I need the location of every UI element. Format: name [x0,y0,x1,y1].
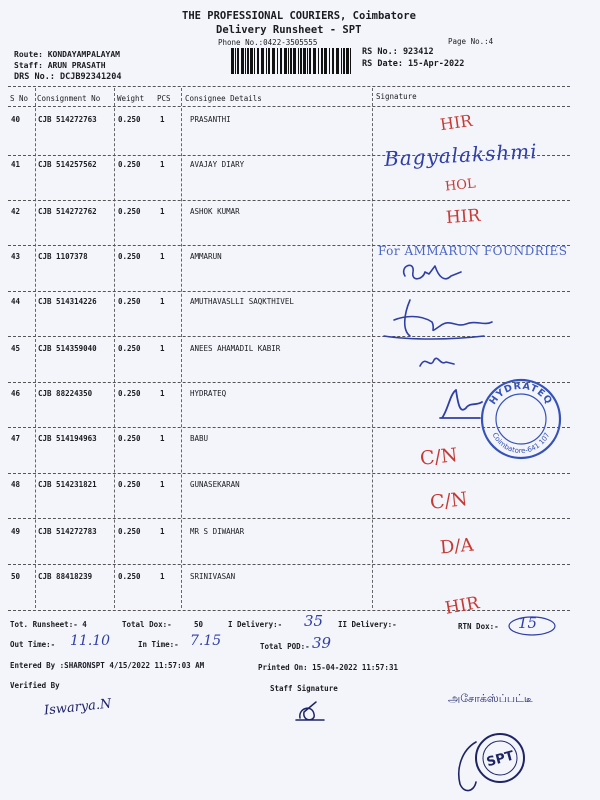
handwritten-hir: HIR [438,110,474,135]
row-divider [8,518,570,519]
circle-mark [506,614,558,638]
in-time-value: 7.15 [190,633,222,649]
table-rule-bottom [8,610,570,611]
row-consignee: ASHOK KUMAR [190,207,240,216]
col-separator [372,88,373,608]
col-signature: Signature [376,92,417,101]
barcode-bar [288,48,289,74]
row-consignee: HYDRATEQ [190,389,227,398]
row-consignee: ANEES AHAMADIL KABIR [190,344,281,353]
barcode-bar [290,48,292,74]
barcode-bar [280,48,282,74]
signature-scribble [398,266,458,288]
row-sno: 49 [11,527,21,536]
row-weight: 0.250 [118,480,141,489]
row-consignee: PRASANTHI [190,115,231,124]
barcode-bar [324,48,327,74]
row-pcs: 1 [160,344,165,353]
signature-scribble [446,738,486,798]
verifier-signature: Iswarya.N [43,696,113,719]
company-name: THE PROFESSIONAL COURIERS, Coimbatore [182,10,416,22]
barcode-bar [336,48,339,74]
barcode-bar [298,48,299,74]
handwritten-cn: C/N [418,444,459,470]
page-number: Page No.:4 [448,37,494,46]
row-consignment: CJB 514272763 [38,115,97,124]
staff-signature-label: Staff Signature [270,684,338,693]
printed-on: Printed On: 15-04-2022 11:57:31 [258,663,398,672]
row-consignment: CJB 514272762 [38,207,97,216]
barcode-bar [309,48,311,74]
row-consignment: CJB 514272783 [38,527,97,536]
row-weight: 0.250 [118,389,141,398]
row-consignee: AMMARUN [190,252,222,261]
barcode-bar [346,48,349,74]
row-consignee: MR S DIWAHAR [190,527,245,536]
ii-delivery-label: II Delivery:- [338,620,397,629]
row-sno: 40 [11,115,21,124]
row-weight: 0.250 [118,572,141,581]
row-consignment: CJB 88224350 [38,389,93,398]
total-dox-label: Total Dox:- [122,620,172,629]
tamil-signature: அசோக்ஸ்ப்பட்டீ [448,692,533,705]
row-consignment: CJB 88418239 [38,572,93,581]
header-rule-bottom [8,106,570,107]
out-time-label: Out Time:- [10,640,56,649]
row-consignment: CJB 514359040 [38,344,97,353]
barcode-bar [329,48,330,74]
row-sno: 50 [11,572,21,581]
row-weight: 0.250 [118,160,141,169]
handwritten-cn: C/N [428,488,469,514]
barcode-bar [272,48,275,74]
barcode-bar [231,48,234,74]
barcode-bar [268,48,270,74]
barcode-bar [350,48,351,74]
header-rule-top [8,86,570,87]
row-consignment: CJB 514194963 [38,434,97,443]
route: Route: KONDAYAMPALAYAM [14,50,120,59]
barcode-bar [318,48,319,74]
row-pcs: 1 [160,207,165,216]
total-dox-value: 50 [194,620,204,629]
barcode-bar [235,48,236,74]
row-consignee: GUNASEKARAN [190,480,240,489]
document-title: Delivery Runsheet - SPT [216,24,362,36]
row-consignee: BABU [190,434,209,443]
row-sno: 44 [11,297,21,306]
rtn-dox-label: RTN Dox:- [458,622,499,631]
row-consignee: AVAJAY DIARY [190,160,245,169]
col-separator [35,88,36,608]
row-pcs: 1 [160,297,165,306]
row-weight: 0.250 [118,527,141,536]
seal-bottom-text: Coimbatore-641 107 [490,431,552,456]
row-divider [8,200,570,201]
signature-scribble [380,296,500,346]
barcode-bar [321,48,323,74]
verified-by-label: Verified By [10,681,60,690]
barcode-bar [307,48,308,74]
row-pcs: 1 [160,389,165,398]
barcode-bar [257,48,259,74]
i-delivery-label: I Delivery:- [228,620,283,629]
row-consignee: AMUTHAVASLLI SAQKTHIVEL [190,297,294,306]
entered-by: Entered By :SHARONSPT 4/15/2022 11:57:03 AM [10,661,205,670]
row-pcs: 1 [160,572,165,581]
handwritten-hol: HOL [444,176,477,195]
barcode-bar [284,48,287,74]
row-sno: 43 [11,252,21,261]
row-sno: 46 [11,389,21,398]
row-weight: 0.250 [118,207,141,216]
drs-number: DRS No.: DCJB92341204 [14,72,122,82]
rtn-dox-value: 15 [518,614,538,632]
i-delivery-value: 35 [304,612,324,630]
row-divider [8,564,570,565]
row-consignee: SRINIVASAN [190,572,236,581]
row-pcs: 1 [160,434,165,443]
barcode-bar [343,48,345,74]
row-pcs: 1 [160,480,165,489]
col-separator [114,88,115,608]
barcode-bar [266,48,267,74]
signature-scribble [418,350,458,372]
row-weight: 0.250 [118,344,141,353]
barcode-bar [332,48,334,74]
row-pcs: 1 [160,160,165,169]
rs-number: RS No.: 923412 [362,47,434,57]
row-weight: 0.250 [118,252,141,261]
barcode [231,48,353,74]
barcode-bar [237,48,239,74]
company-stamp: For AMMARUN FOUNDRIES [378,244,568,258]
row-sno: 41 [11,160,21,169]
phone-number: Phone No.:0422-3505555 [218,38,318,47]
barcode-bar [313,48,316,74]
barcode-bar [300,48,302,74]
tot-runsheet: Tot. Runsheet:- 4 [10,620,87,629]
barcode-bar [341,48,342,74]
handwritten-da: D/A [439,534,475,559]
total-pod-label: Total POD:- [260,642,310,651]
in-time-label: In Time:- [138,640,179,649]
row-pcs: 1 [160,527,165,536]
company-seal [478,376,564,462]
barcode-bar [277,48,278,74]
col-sno: S No [10,94,29,103]
col-consignment: Consignment No [37,94,101,103]
staff-signature-scribble [292,700,328,724]
barcode-bar [261,48,264,74]
barcode-bar [245,48,246,74]
row-pcs: 1 [160,115,165,124]
barcode-bar [247,48,249,74]
row-weight: 0.250 [118,115,141,124]
col-weight: Weight [117,94,145,103]
total-pod-value: 39 [312,634,332,652]
seal-top-text: HYDRATEQ [487,380,555,407]
handwritten-signature: Bagyalakshmi [383,138,539,172]
barcode-bar [254,48,255,74]
spt-stamp-text: SPT [485,748,516,771]
row-weight: 0.250 [118,434,141,443]
row-sno: 45 [11,344,21,353]
row-sno: 42 [11,207,21,216]
col-pcs: PCS [157,94,171,103]
barcode-bar [303,48,306,74]
row-sno: 47 [11,434,21,443]
handwritten-hir: HIR [443,593,481,619]
row-weight: 0.250 [118,297,141,306]
row-consignment: CJB 514257562 [38,160,97,169]
row-divider [8,473,570,474]
row-consignment: CJB 514231821 [38,480,97,489]
handwritten-hir: HIR [445,205,481,229]
staff-name: Staff: ARUN PRASATH [14,61,106,70]
row-sno: 48 [11,480,21,489]
rs-date: RS Date: 15-Apr-2022 [362,59,465,69]
row-consignment: CJB 514314226 [38,297,97,306]
col-separator [181,88,182,608]
barcode-bar [250,48,253,74]
row-consignment: CJB 1107378 [38,252,88,261]
out-time-value: 11.10 [70,633,111,649]
col-consignee: Consignee Details [185,94,262,103]
row-divider [8,291,570,292]
barcode-bar [293,48,296,74]
barcode-bar [241,48,244,74]
row-pcs: 1 [160,252,165,261]
